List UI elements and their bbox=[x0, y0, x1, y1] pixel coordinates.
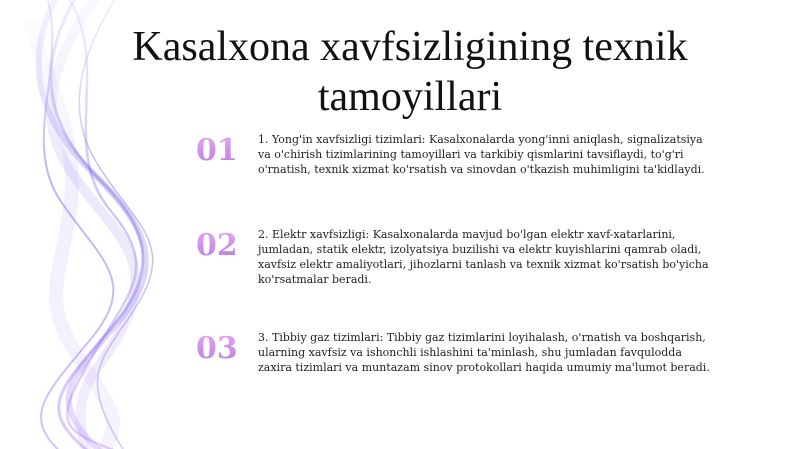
item-number: 02 bbox=[196, 229, 252, 263]
item-text: 3. Tibbiy gaz tizimlari: Tibbiy gaz tizimlarini loyihalash, o'rnatish va boshqarish, ularning xavfsiz va ishonchli ishlashini ta'minlash, shu jumladan favqulodda zaxira tizimlari va muntazam sinov protokollari haqida umumiy ma'lumot beradi. bbox=[258, 331, 710, 374]
item-text: 1. Yong'in xavfsizligi tizimlari: Kasalxonalarda yong'inni aniqlash, signalizatsiya va o'chirish tizimlarining tamoyillari va tarkibiy qismlarini tavsiflaydi, to'g'ri o'rnatish, texnik xizmat ko'rsatish va sinovdan o'tkazish muhimligini ta'kidlaydi. bbox=[258, 133, 705, 176]
slide-title: Kasalxona xavfsizligining texnik tamoyillari bbox=[132, 24, 688, 120]
item-number: 03 bbox=[196, 332, 252, 366]
item-number: 01 bbox=[196, 134, 252, 168]
item-text: 2. Elektr xavfsizligi: Kasalxonalarda mavjud bo'lgan elektr xavf-xatarlarini, jumladan, statik elektr, izolyatsiya buzilishi va elektr kuyishlarini qamrab oladi, xavfsiz elektr amaliyotlari, jihozlarni tanlash va texnik xizmat ko'rsatish bo'yicha ko'rsatmalar beradi. bbox=[258, 228, 709, 286]
